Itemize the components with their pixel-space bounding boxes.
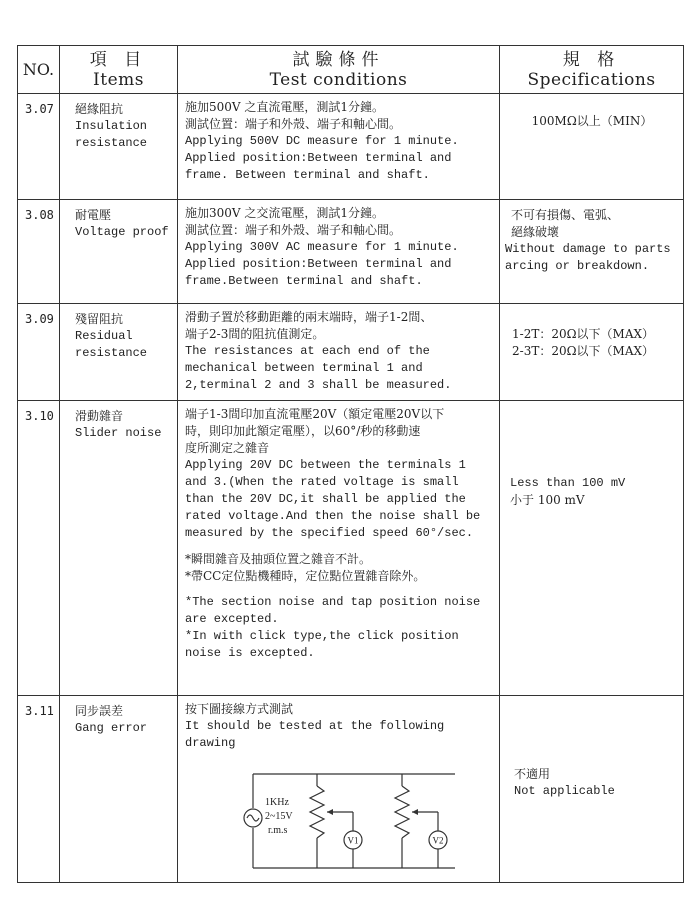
item-cn: 殘留阻抗 — [75, 312, 124, 326]
item-en: Slider noise — [75, 426, 162, 440]
row-conditions — [178, 200, 500, 304]
spec-line: arcing or breakdown. — [505, 259, 650, 273]
meter-2-label: V2 — [432, 835, 444, 846]
cond-line: frame. Between terminal and shaft. — [185, 168, 430, 182]
spec-line: Not applicable — [514, 784, 615, 798]
potentiometer-1-icon — [310, 786, 324, 838]
row-conditions — [178, 696, 500, 883]
cond-note: *The section noise and tap position noise — [185, 595, 481, 609]
cond-line: Applying 500V DC measure for 1 minute. — [185, 134, 459, 148]
cond-line: 按下圖接線方式測試 — [185, 702, 294, 716]
sine-wave-icon — [247, 815, 259, 821]
cond-line: 測試位置：端子和外殼、端子和軸心間。 — [185, 117, 402, 131]
item-cn: 耐電壓 — [75, 208, 112, 222]
row-conditions — [178, 401, 500, 696]
cond-line: 施加300V 之交流電壓，測試1分鐘。 — [185, 206, 385, 220]
item-en: resistance — [75, 346, 148, 360]
spec-line: Less than 100 mV — [510, 476, 626, 490]
row-item — [60, 94, 178, 200]
spec-line: 小于 100 mV — [510, 493, 585, 507]
spec-line: 不適用 — [514, 767, 551, 781]
table-row — [18, 696, 684, 883]
cond-line: 滑動子置於移動距離的兩末端時，端子1-2間、 — [185, 310, 433, 324]
table-row — [18, 200, 684, 304]
header-row — [18, 46, 684, 94]
potentiometer-2-icon — [395, 786, 409, 838]
wiper-2-arrow-icon — [412, 809, 418, 815]
row-number: 3.10 — [18, 401, 60, 696]
cond-line: 施加500V 之直流電壓，測試1分鐘。 — [185, 100, 385, 114]
table-row — [18, 94, 684, 200]
spec-line: Without damage to parts — [505, 242, 671, 256]
cond-line: Applied position:Between terminal and — [185, 151, 452, 165]
cond-line: frame.Between terminal and shaft. — [185, 274, 423, 288]
header-specifications — [500, 46, 684, 94]
cond-line: mechanical between terminal 1 and — [185, 361, 423, 375]
cond-line: than the 20V DC,it shall be applied the — [185, 492, 466, 506]
cond-line: 2,terminal 2 and 3 shall be measured. — [185, 378, 452, 392]
item-cn: 滑動雜音 — [75, 409, 124, 423]
cond-note: noise is excepted. — [185, 646, 315, 660]
row-number: 3.09 — [18, 304, 60, 401]
cond-line: 度所測定之雜音 — [185, 441, 270, 455]
row-spec — [500, 401, 684, 696]
source-label: 1KHz — [265, 797, 289, 808]
item-en: Gang error — [75, 721, 148, 735]
header-spec-cn: 規 格 — [562, 49, 621, 70]
header-spec-en: Specifications — [527, 69, 656, 90]
row-item — [60, 304, 178, 401]
cond-line: drawing — [185, 736, 236, 750]
item-en: Voltage proof — [75, 225, 169, 239]
cond-line: measured by the specified speed 60°/sec. — [185, 526, 474, 540]
row-number: 3.07 — [18, 94, 60, 200]
row-item — [60, 401, 178, 696]
item-en: Residual — [75, 329, 133, 343]
header-items-cn: 項 目 — [89, 49, 148, 70]
item-en: resistance — [75, 136, 148, 150]
cond-line: Applying 20V DC between the terminals 1 — [185, 458, 466, 472]
row-spec — [500, 200, 684, 304]
row-spec — [500, 94, 684, 200]
cond-line: and 3.(When the rated voltage is small — [185, 475, 459, 489]
row-spec — [500, 304, 684, 401]
header-cond-cn: 試驗條件 — [292, 49, 385, 70]
spec-line: 不可有損傷、電弧、 — [511, 208, 620, 222]
cond-note: *瞬間雜音及抽頭位置之雜音不計。 — [185, 552, 372, 566]
row-conditions — [178, 304, 500, 401]
row-conditions — [178, 94, 500, 200]
spec-line: 1-2T：20Ω以下（MAX） — [512, 327, 655, 341]
spec-line: 絕緣破壞 — [511, 225, 560, 239]
header-items-en: Items — [93, 69, 144, 90]
row-number: 3.11 — [18, 696, 60, 883]
spec-table — [17, 45, 684, 883]
cond-note: are excepted. — [185, 612, 279, 626]
wiper-1-arrow-icon — [327, 809, 333, 815]
table-row — [18, 401, 684, 696]
cond-line: 時，則印加此額定電壓），以60°/秒的移動速 — [185, 424, 421, 438]
spec-line: 100MΩ以上（MIN） — [531, 114, 653, 128]
row-item — [60, 696, 178, 883]
item-cn: 絕緣阻抗 — [75, 102, 124, 116]
cond-line: The resistances at each end of the — [185, 344, 430, 358]
header-cond-en: Test conditions — [269, 69, 408, 90]
cond-line: 端子1-3間印加直流電壓20V（額定電壓20V以下 — [185, 407, 445, 421]
cond-line: Applied position:Between terminal and — [185, 257, 452, 271]
source-label: 2~15V — [265, 811, 293, 822]
header-items — [60, 46, 178, 94]
row-item — [60, 200, 178, 304]
item-en: Insulation — [75, 119, 148, 133]
cond-line: 端子2-3間的阻抗值測定。 — [185, 327, 325, 341]
spec-line: 2-3T：20Ω以下（MAX） — [512, 344, 655, 358]
header-no: NO. — [18, 46, 60, 94]
cond-line: 測試位置：端子和外殼、端子和軸心間。 — [185, 223, 402, 237]
table-row — [18, 304, 684, 401]
row-number: 3.08 — [18, 200, 60, 304]
source-label: r.m.s — [268, 825, 288, 836]
cond-note: *In with click type,the click position — [185, 629, 459, 643]
header-conditions — [178, 46, 500, 94]
cond-line: Applying 300V AC measure for 1 minute. — [185, 240, 459, 254]
cond-line: It should be tested at the following — [185, 719, 445, 733]
meter-1-label: V1 — [347, 835, 359, 846]
cond-note: *帶CC定位點機種時，定位點位置雜音除外。 — [185, 569, 426, 583]
cond-line: rated voltage.And then the noise shall be — [185, 509, 481, 523]
spec-sheet — [17, 45, 683, 883]
gang-error-circuit-diagram — [185, 764, 485, 874]
item-cn: 同步誤差 — [75, 704, 124, 718]
row-spec — [500, 696, 684, 883]
